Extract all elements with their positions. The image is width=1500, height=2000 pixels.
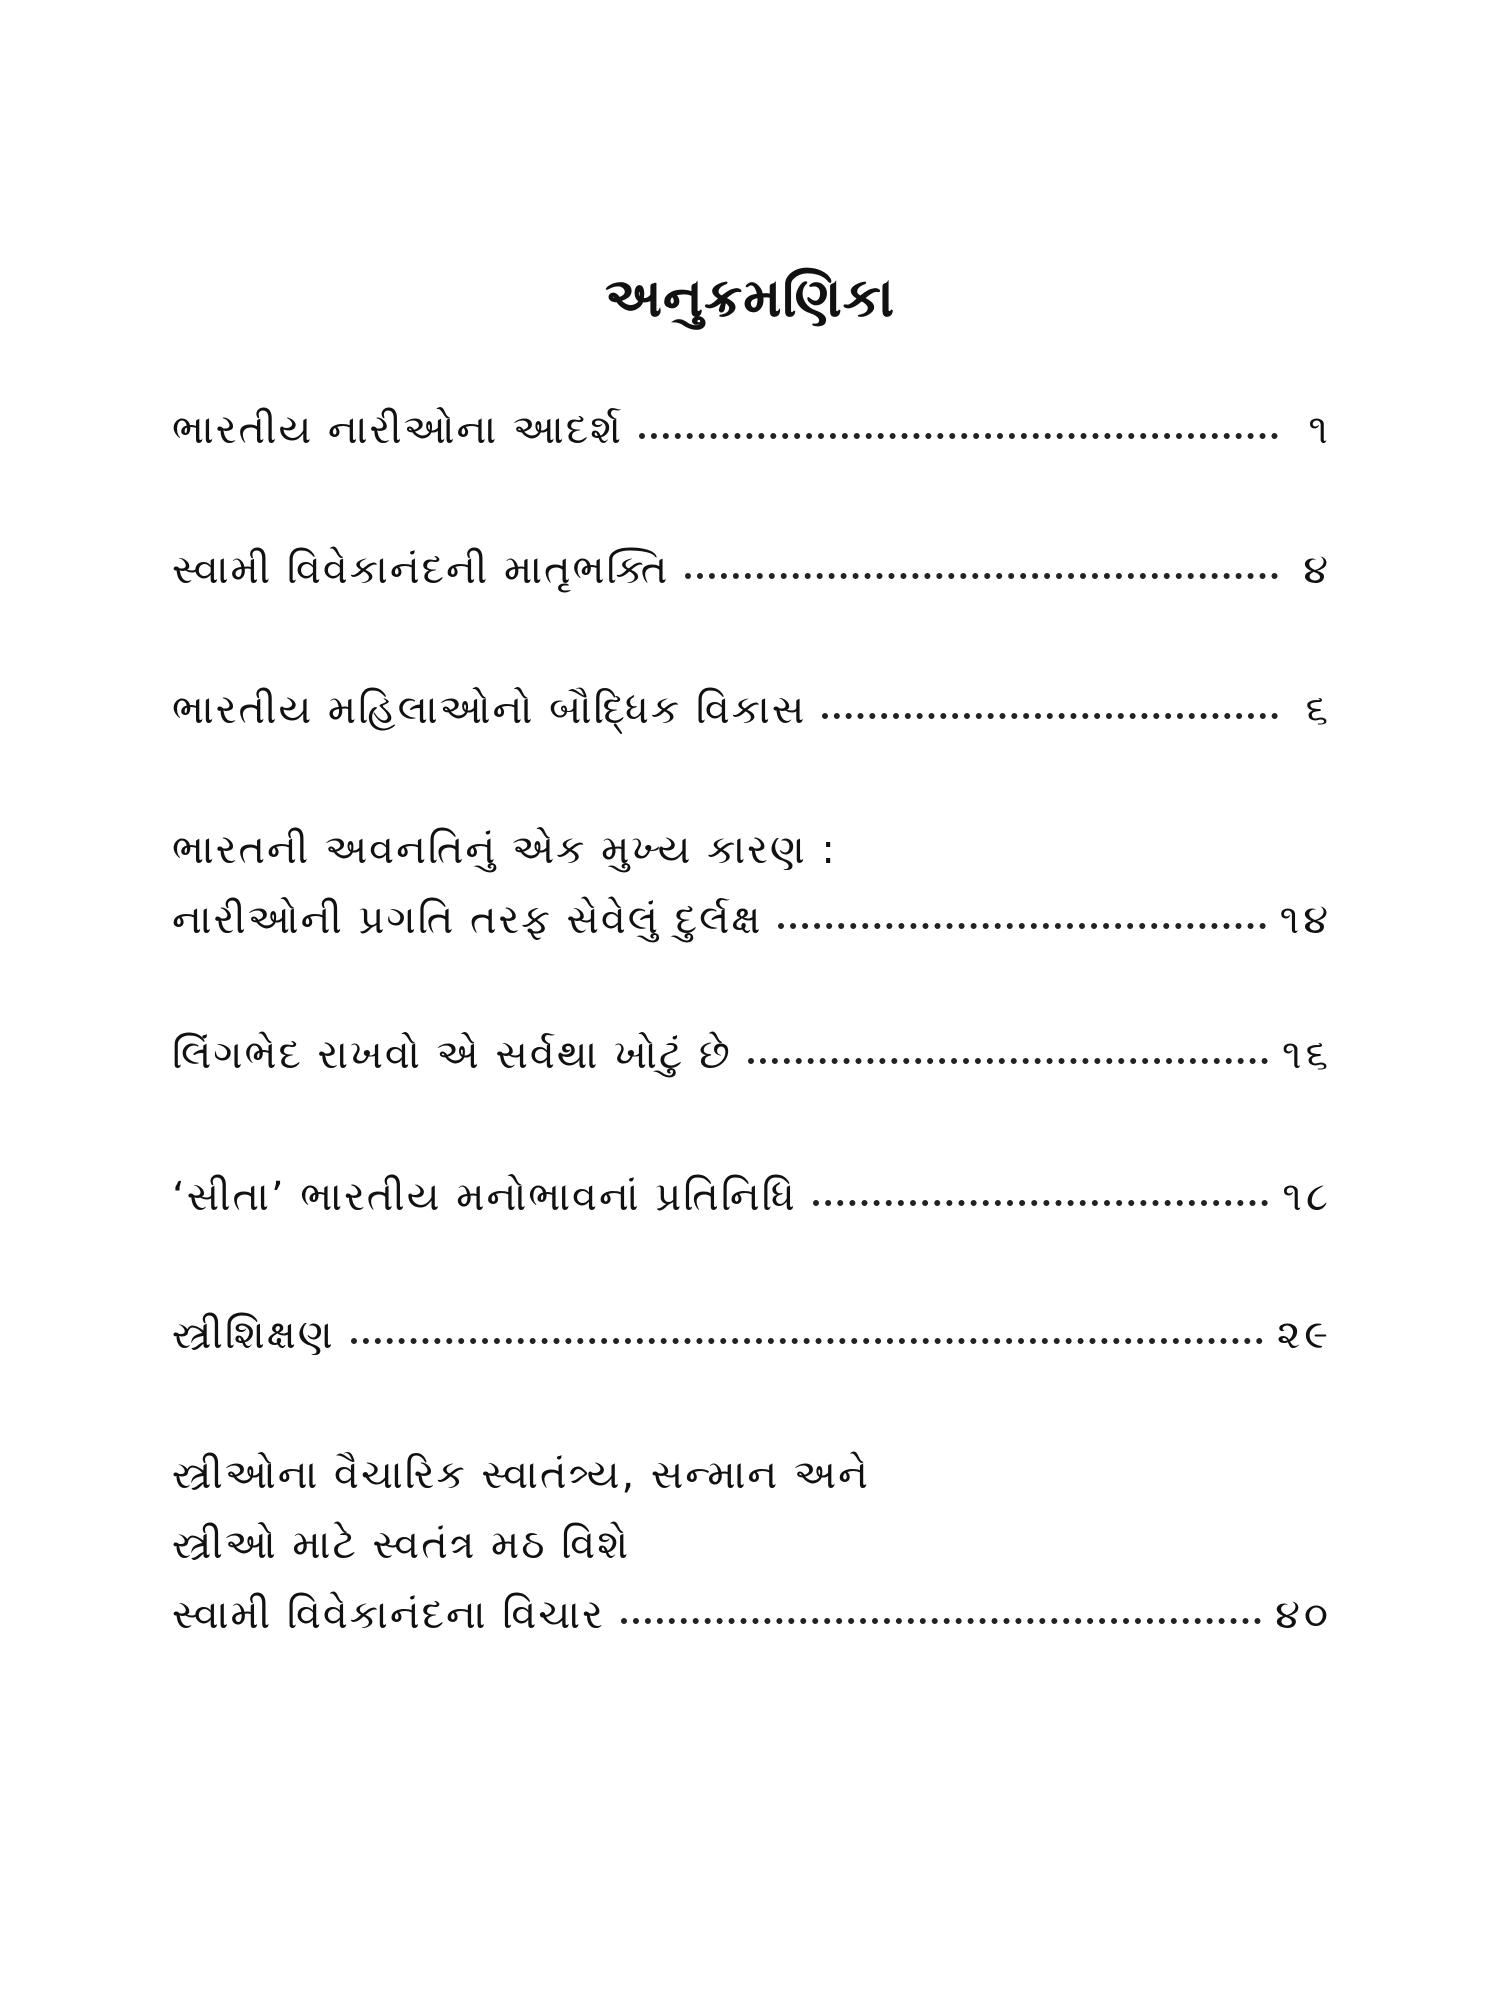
toc-page-number: ૨૯ — [1276, 1312, 1332, 1358]
toc-entry-7 — [172, 1300, 1332, 1370]
toc-entry-line — [172, 885, 1332, 955]
dot-leader — [621, 1618, 1261, 1624]
toc-page-number: ૪ — [1303, 547, 1332, 593]
toc-page-number: ૧૮ — [1282, 1174, 1332, 1220]
toc-entry-3 — [172, 675, 1332, 745]
toc-entry-1 — [172, 395, 1332, 465]
toc-entry-6 — [172, 1162, 1332, 1232]
toc-entry-title: સ્ત્રીશિક્ષણ — [172, 1312, 335, 1358]
toc-entry-line — [172, 395, 1332, 465]
toc-entry-title: નારીઓની પ્રગતિ તરફ સેવેલું દુર્લક્ષ — [172, 897, 763, 943]
dot-leader — [748, 1058, 1268, 1064]
toc-page-number: ૧ — [1308, 407, 1332, 453]
toc-entry-title-line: ભારતની અવનતિનું એક મુખ્ય કારણ : — [172, 827, 837, 873]
toc-entry-8 — [172, 1440, 1332, 1650]
toc-entry-title: સ્વામી વિવેકાનંદની માતૃભક્તિ — [172, 547, 670, 593]
dot-leader — [351, 1338, 1263, 1344]
toc-entry-line — [172, 535, 1332, 605]
toc-entry-title-line: સ્ત્રીઓ માટે સ્વતંત્ર મઠ વિશે — [172, 1522, 631, 1568]
toc-entry-line — [172, 675, 1332, 745]
toc-entry-line — [172, 1580, 1332, 1650]
page-title: અનુક્રમણિકા — [604, 266, 896, 329]
toc-page-number: ૬ — [1305, 687, 1332, 733]
toc-entry-2 — [172, 535, 1332, 605]
toc-entry-title: ભારતીય નારીઓના આદર્શ — [172, 407, 623, 453]
toc-entry-title: ‘સીતા’ ભારતીય મનોભાવનાં પ્રતિનિધિ — [172, 1174, 797, 1220]
toc-entry-line — [172, 1162, 1332, 1232]
toc-page-number: ૧૬ — [1282, 1032, 1332, 1078]
toc-page-number: ૧૪ — [1279, 897, 1332, 943]
toc-entry-4 — [172, 815, 1332, 955]
dot-leader — [639, 433, 1278, 439]
dot-leader — [778, 923, 1265, 929]
toc-entry-5 — [172, 1020, 1332, 1090]
toc-entry-line — [172, 1300, 1332, 1370]
toc-entry-title-line: સ્ત્રીઓના વૈચારિક સ્વાતંત્ર્ય, સન્માન અને — [172, 1452, 870, 1498]
toc-entry-line — [172, 1020, 1332, 1090]
dot-leader — [813, 1200, 1269, 1206]
dot-leader — [822, 713, 1278, 719]
toc-page-number: ૪૦ — [1275, 1592, 1332, 1638]
toc-entry-title: લિંગભેદ રાખવો એ સર્વથા ખોટું છે — [172, 1032, 732, 1078]
toc-entry-title: ભારતીય મહિલાઓનો બૌદ્ધિક વિકાસ — [172, 687, 807, 733]
dot-leader — [685, 573, 1278, 579]
toc-entry-title: સ્વામી વિવેકાનંદના વિચાર — [172, 1592, 605, 1638]
